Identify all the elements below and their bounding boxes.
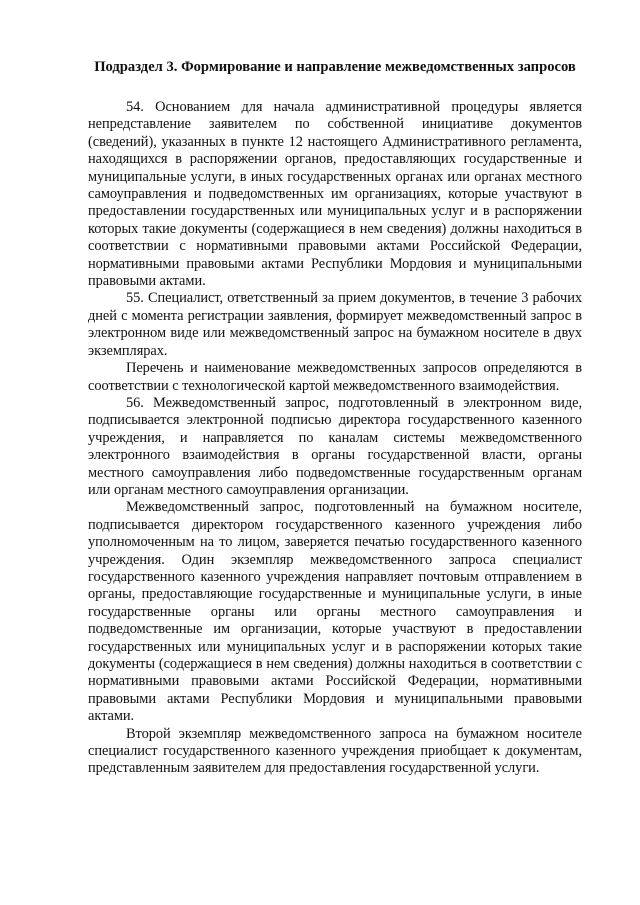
paragraph-56-paper: Межведомственный запрос, подготовленный на бумажном носителе, подписывается директором государственного казенного учреждения либо уполномоченным на то лицом, заверяется печатью государственного казенного учреждения. Один экземпляр межведомственного запроса специалист государственного казенного учреждения направляет почтовым отправлением в органы, предоставляющие государственные и муниципальные услуги, в иные государственные органы или органы местного самоуправления и подведомственные им организации, которые участвуют в предоставлении государственных или муниципальных услуг и в распоряжении которых такие документы (содержащиеся в нем сведения) должны находиться в соответствии с нормативными правовыми актами Российской Федерации, нормативными правовыми актами Республики Мордовия и муниципальными правовыми актами. [88, 499, 582, 725]
document-page [88, 58, 582, 778]
paragraph-55-list: Перечень и наименование межведомственных запросов определяются в соответствии с технологической картой межведомственного взаимодействия. [88, 360, 582, 394]
paragraph-55: 55. Специалист, ответственный за прием документов, в течение 3 рабочих дней с момента регистрации заявления, формирует межведомственный запрос в электронном виде или межведомственный запрос на бумажном носителе в двух экземплярах. [88, 290, 582, 359]
paragraph-54: 54. Основанием для начала административной процедуры является непредставление заявителем по собственной инициативе документов (сведений), указанных в пункте 12 настоящего Административного регламента, находящихся в распоряжении органов, предоставляющих государственные и муниципальные услуги, в иных государственных органах или органах местного самоуправления и подведомственных им организациях, которые участвуют в предоставлении государственных или муниципальных услуг и в распоряжении которых такие документы (содержащиеся в нем сведения) должны находиться в соответствии с нормативными правовыми актами Российской Федерации, нормативными правовыми актами Республики Мордовия и муниципальными правовыми актами. [88, 99, 582, 290]
section-heading: Подраздел 3. Формирование и направление межведомственных запросов [94, 59, 576, 75]
paragraph-56: 56. Межведомственный запрос, подготовленный в электронном виде, подписывается электронной подписью директора государственного казенного учреждения, и направляется по каналам системы межведомственного электронного взаимодействия в органы государственной власти, органы местного самоуправления либо подведомственные государственным органам или органам местного самоуправления организации. [88, 394, 582, 498]
paragraph-56-second-copy: Второй экземпляр межведомственного запроса на бумажном носителе специалист государственного казенного учреждения приобщает к документам, представленным заявителем для предоставления государственной услуги. [88, 725, 582, 777]
